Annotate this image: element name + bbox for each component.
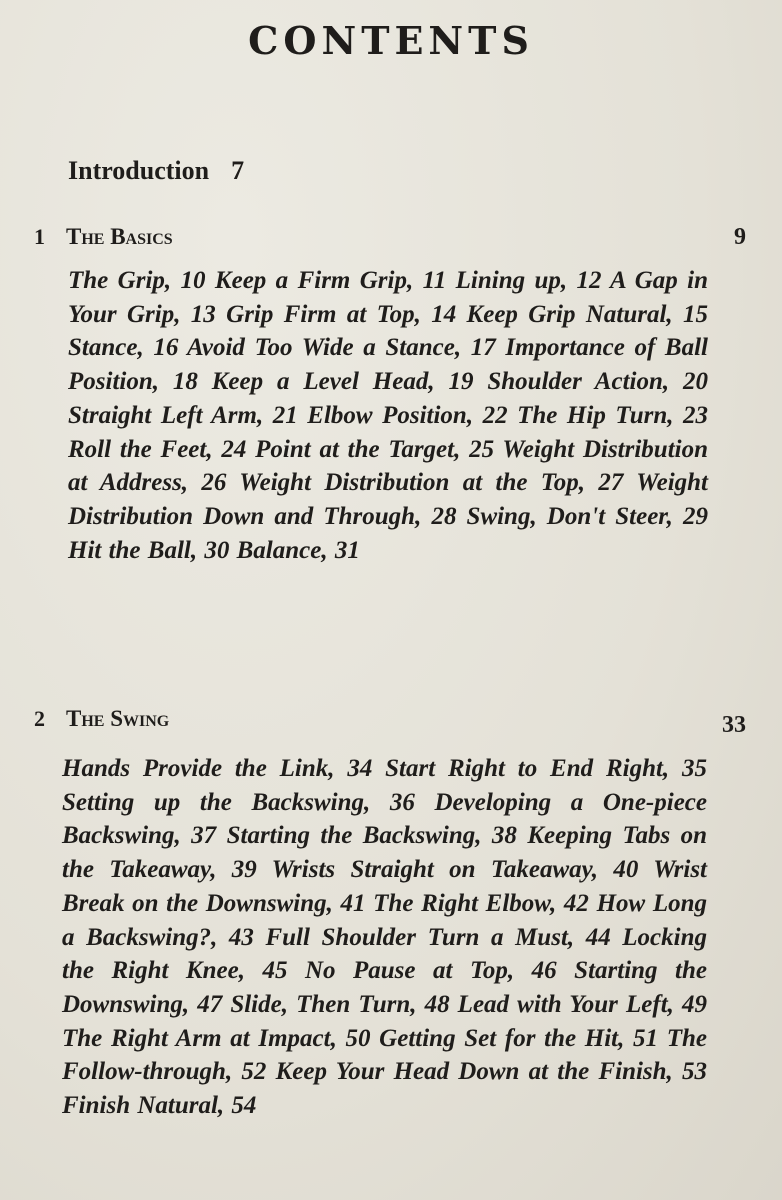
page-title: CONTENTS	[248, 18, 534, 63]
introduction-entry	[68, 156, 244, 186]
introduction-page: 7	[231, 156, 245, 185]
chapter-1-sections: The Grip, 10 Keep a Firm Grip, 11 Lining up, 12 A Gap in Your Grip, 13 Grip Firm at Top, 14 Keep Grip Natural, 15 Stance, 16 Avoid Too Wide a Stance, 17 Importance of Ball Position, 18 Keep a Level Head, 19 Shoulder Action, 20 Straight Left Arm, 21 Elbow Position, 22 The Hip Turn, 23 Roll the Feet, 24 Point at the Target, 25 Weight Distribution at Address, 26 Weight Distribution at the Top, 27 Weight Distribution Down and Through, 28 Swing, Don't Steer, 29 Hit the Ball, 30 Balance, 31	[68, 267, 708, 564]
introduction-label: Introduction	[68, 156, 210, 185]
chapter-1-page: 9	[734, 224, 746, 250]
chapter-2-page: 33	[722, 712, 746, 738]
chapter-1-name: The Basics	[66, 224, 173, 249]
chapter-2-heading	[34, 706, 746, 738]
chapter-1-heading	[34, 224, 746, 250]
chapter-2-number: 2	[34, 706, 45, 731]
chapter-1-number: 1	[34, 224, 45, 249]
chapter-2-sections: Hands Provide the Link, 34 Start Right to End Right, 35 Setting up the Backswing, 36 Developing a One-piece Backswing, 37 Starting the Backswing, 38 Keeping Tabs on the Takeaway, 39 Wrists Straight on Takeaway, 40 Wrist Break on the Downswing, 41 The Right Elbow, 42 How Long a Backswing?, 43 Full Shoulder Turn a Must, 44 Locking the Right Knee, 45 No Pause at Top, 46 Starting the Downswing, 47 Slide, Then Turn, 48 Lead with Your Left, 49 The Right Arm at Impact, 50 Getting Set for the Hit, 51 The Follow-through, 52 Keep Your Head Down at the Finish, 53 Finish Natural, 54	[62, 755, 707, 1120]
chapter-2-name: The Swing	[66, 706, 170, 731]
